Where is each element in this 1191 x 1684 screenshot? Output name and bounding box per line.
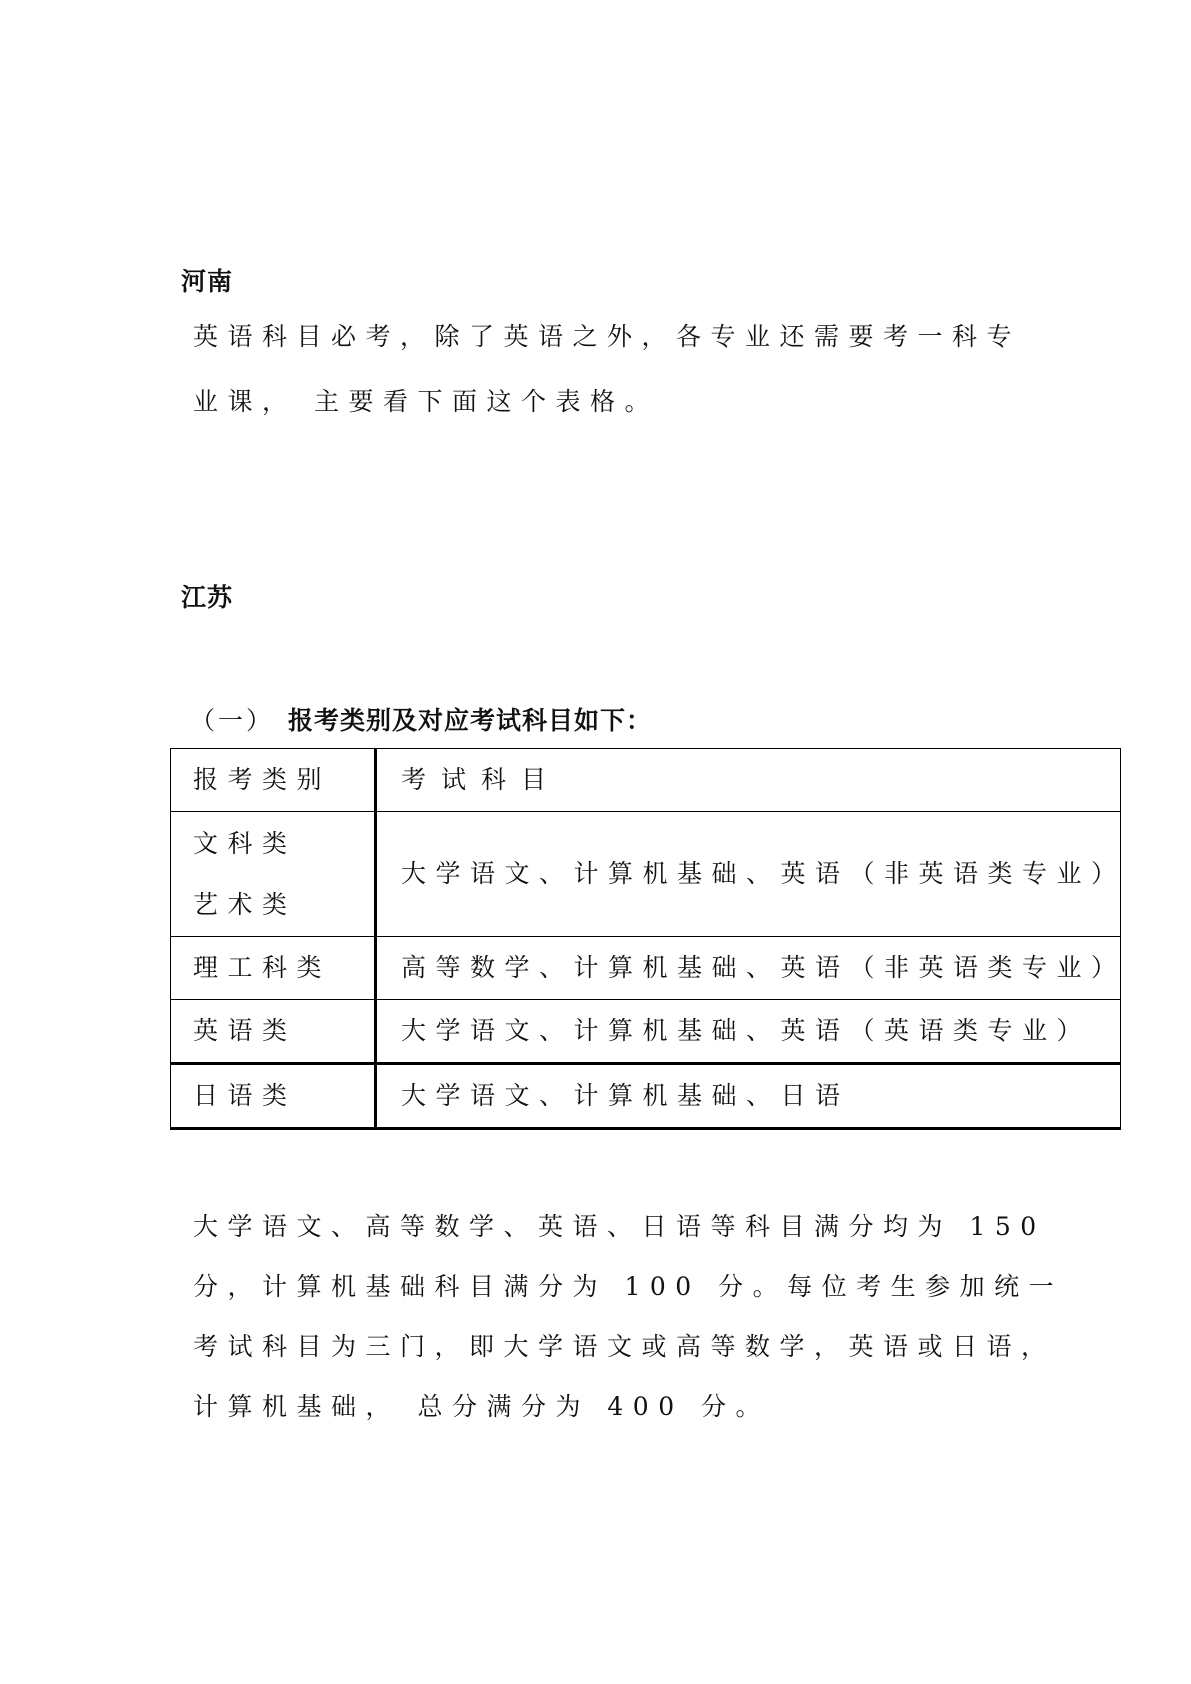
jiangsu-note-line-3: 考试科目为三门，即大学语文或高等数学，英语或日语， <box>193 1332 1056 1361</box>
category-cell: 理工科类 <box>171 937 376 1000</box>
table-row <box>171 1064 1121 1129</box>
henan-paragraph-line-1: 英语科目必考，除了英语之外，各专业还需要考一科专 <box>193 322 1022 351</box>
jiangsu-note-line-2: 分，计算机基础科目满分为 100 分。每位考生参加统一 <box>193 1272 1064 1301</box>
header-category-cell: 报考类别 <box>171 749 376 812</box>
category-cell <box>171 812 376 937</box>
table-row <box>171 937 1121 1000</box>
table-row <box>171 1000 1121 1064</box>
subjects-cell: 大学语文、计算机基础、英语（非英语类专业） <box>376 812 1121 937</box>
table-row <box>171 812 1121 937</box>
henan-paragraph-line-2: 业课， 主要看下面这个表格。 <box>193 387 659 416</box>
category-label: 艺术类 <box>193 889 297 919</box>
subjects-cell: 大学语文、计算机基础、英语（英语类专业） <box>376 1000 1121 1064</box>
table-caption <box>190 701 652 737</box>
table-header-row <box>171 749 1121 812</box>
caption-marker: （一） <box>190 706 275 735</box>
category-cell: 日语类 <box>171 1064 376 1129</box>
subjects-cell: 大学语文、计算机基础、日语 <box>376 1064 1121 1129</box>
subjects-cell: 高等数学、计算机基础、英语（非英语类专业） <box>376 937 1121 1000</box>
section-heading-henan: 河南 <box>181 267 234 296</box>
category-label: 文科类 <box>193 828 297 858</box>
exam-subjects-table <box>170 748 1126 1130</box>
jiangsu-note-line-1: 大学语文、高等数学、英语、日语等科目满分均为 150 <box>193 1212 1046 1241</box>
category-cell: 英语类 <box>171 1000 376 1064</box>
header-subjects-cell: 考试科目 <box>376 749 1121 812</box>
jiangsu-note-line-4: 计算机基础， 总分满分为 400 分。 <box>193 1392 771 1421</box>
section-heading-jiangsu: 江苏 <box>181 583 234 612</box>
caption-text: 报考类别及对应考试科目如下： <box>288 706 653 735</box>
